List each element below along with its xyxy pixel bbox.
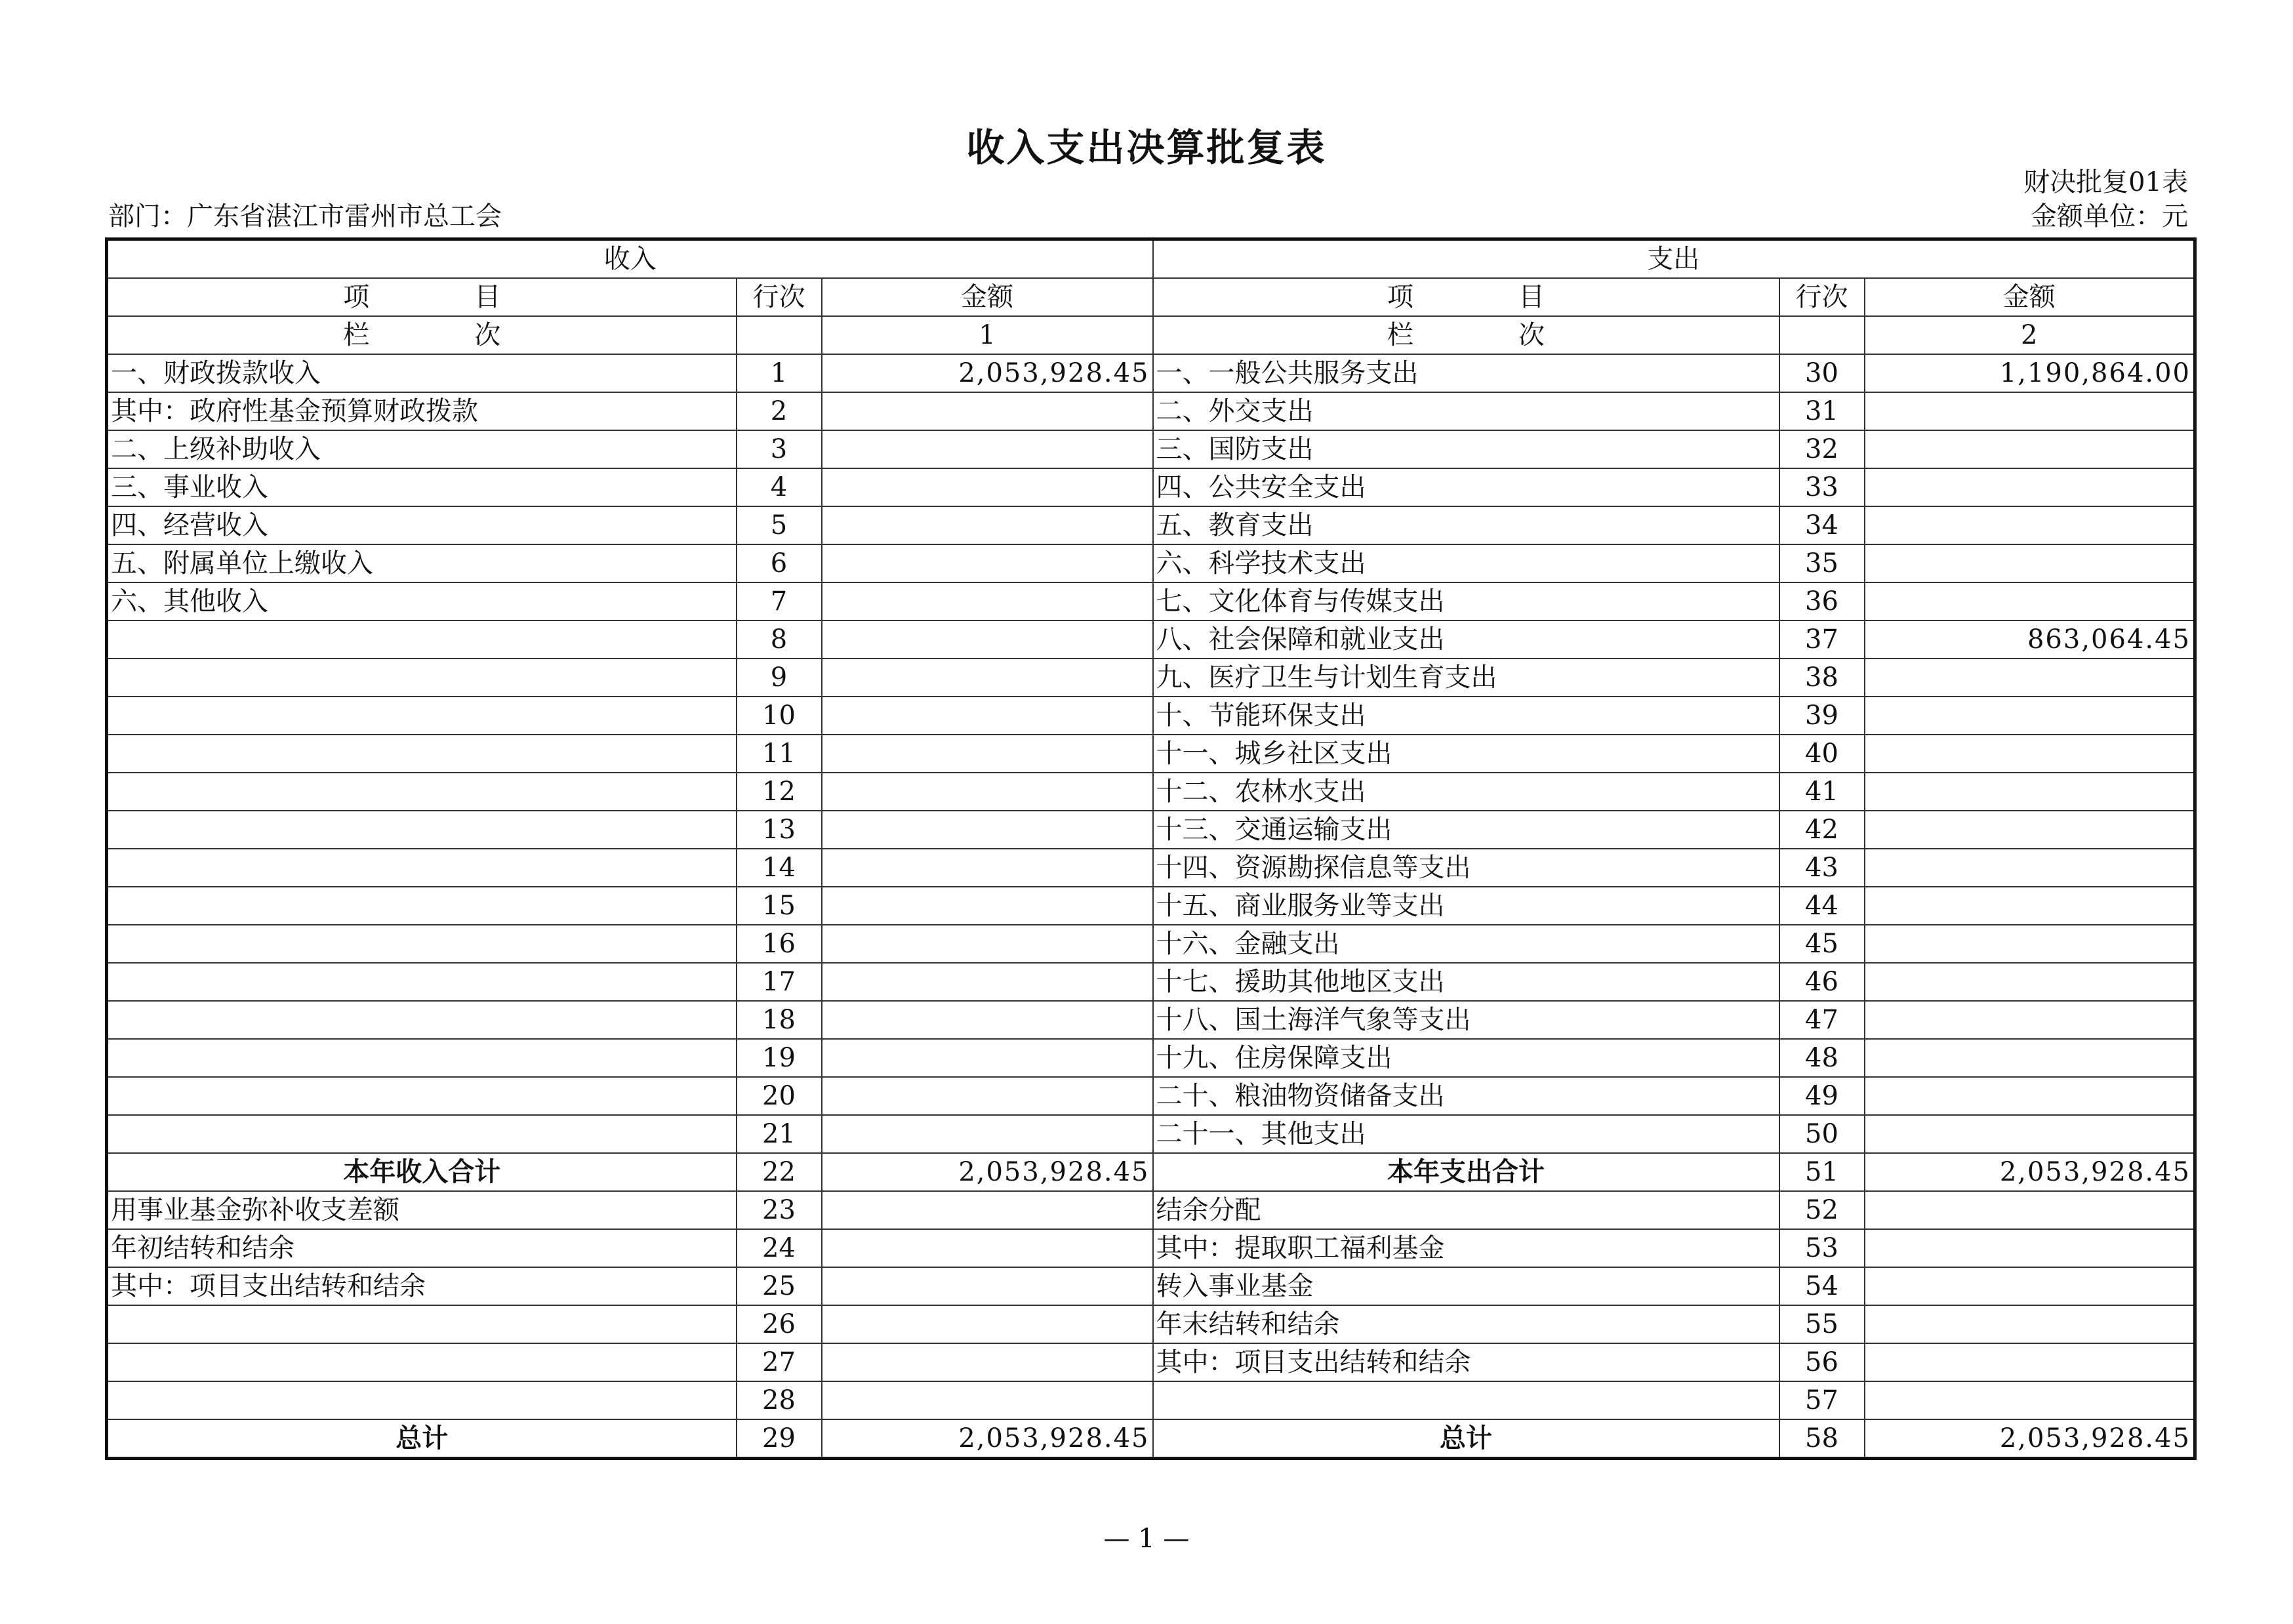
income-row-no-cell: 8: [737, 620, 822, 659]
table-row: [107, 392, 2195, 430]
table-row: [107, 468, 2195, 506]
income-item-cell: [107, 1381, 737, 1419]
amount-unit-label: 金额单位：元: [2031, 201, 2188, 232]
income-row-no-cell: 19: [737, 1039, 822, 1077]
expense-item-cell: 十八、国土海洋气象等支出: [1153, 1001, 1779, 1039]
expense-amount-cell: [1865, 392, 2195, 430]
table-row: [107, 1419, 2195, 1459]
income-amount-cell: [822, 1229, 1153, 1267]
income-column-number: 1: [822, 316, 1153, 354]
expense-amount-cell: [1865, 1343, 2195, 1381]
expense-row-no-cell: 48: [1779, 1039, 1865, 1077]
expense-section-header: 支出: [1153, 239, 2195, 279]
expense-amount-cell: [1865, 735, 2195, 773]
income-amount-cell: [822, 582, 1153, 620]
income-item-cell: [107, 811, 737, 849]
table-row: [107, 1343, 2195, 1381]
income-row-no-cell: 18: [737, 1001, 822, 1039]
income-amount-cell: [822, 659, 1153, 697]
expense-item-cell: 六、科学技术支出: [1153, 544, 1779, 582]
expense-row-no-cell: 54: [1779, 1267, 1865, 1305]
income-item-header: 项 目: [107, 278, 737, 316]
section-header-row: [107, 239, 2195, 279]
income-row-no-cell: 2: [737, 392, 822, 430]
expense-amount-cell: [1865, 430, 2195, 468]
expense-row-no-cell: 49: [1779, 1077, 1865, 1115]
income-amount-header: 金额: [822, 278, 1153, 316]
expense-column-number: 2: [1865, 316, 2195, 354]
expense-row-no-cell: 36: [1779, 582, 1865, 620]
expense-amount-cell: [1865, 468, 2195, 506]
table-row: [107, 1305, 2195, 1343]
income-amount-cell: 2,053,928.45: [822, 354, 1153, 392]
expense-row-no-cell: 45: [1779, 925, 1865, 963]
expense-row-no-cell: 43: [1779, 849, 1865, 887]
income-item-cell: [107, 620, 737, 659]
expense-item-cell: 二十、粮油物资储备支出: [1153, 1077, 1779, 1115]
income-amount-cell: [822, 1343, 1153, 1381]
department-label: 部门：广东省湛江市雷州市总工会: [108, 201, 502, 232]
income-item-cell: [107, 735, 737, 773]
income-row-no-cell: 9: [737, 659, 822, 697]
table-row: [107, 963, 2195, 1001]
income-item-cell: [107, 925, 737, 963]
expense-item-cell: 二十一、其他支出: [1153, 1115, 1779, 1153]
income-amount-cell: [822, 1115, 1153, 1153]
expense-amount-cell: [1865, 544, 2195, 582]
income-row-no-cell: 15: [737, 887, 822, 925]
income-row-no-cell: 27: [737, 1343, 822, 1381]
expense-item-cell: 十九、住房保障支出: [1153, 1039, 1779, 1077]
income-row-no-cell: 16: [737, 925, 822, 963]
expense-item-cell: 十五、商业服务业等支出: [1153, 887, 1779, 925]
income-amount-cell: [822, 1077, 1153, 1115]
expense-row-no-cell: 38: [1779, 659, 1865, 697]
expense-amount-cell: [1865, 506, 2195, 544]
income-row-no-cell: 3: [737, 430, 822, 468]
expense-item-cell: 其中：提取职工福利基金: [1153, 1229, 1779, 1267]
income-expense-table: [105, 237, 2197, 1460]
income-item-cell: [107, 1343, 737, 1381]
expense-item-cell: 二、外交支出: [1153, 392, 1779, 430]
expense-item-cell: 十七、援助其他地区支出: [1153, 963, 1779, 1001]
income-amount-cell: [822, 544, 1153, 582]
expense-row-no-cell: 30: [1779, 354, 1865, 392]
income-column-label: 栏 次: [107, 316, 737, 354]
expense-row-no-cell: 57: [1779, 1381, 1865, 1419]
income-row-no-cell: 4: [737, 468, 822, 506]
table-row: [107, 659, 2195, 697]
expense-row-no-cell: 37: [1779, 620, 1865, 659]
expense-amount-cell: [1865, 582, 2195, 620]
table-row: [107, 925, 2195, 963]
table-row: [107, 620, 2195, 659]
expense-row-no-cell: 35: [1779, 544, 1865, 582]
income-row-no-cell: 17: [737, 963, 822, 1001]
expense-row-no-cell: 50: [1779, 1115, 1865, 1153]
income-item-cell: [107, 887, 737, 925]
expense-item-cell: 十六、金融支出: [1153, 925, 1779, 963]
table-row: [107, 773, 2195, 811]
expense-row-no-cell: 53: [1779, 1229, 1865, 1267]
table-row: [107, 430, 2195, 468]
expense-amount-cell: [1865, 1267, 2195, 1305]
expense-amount-cell: [1865, 1305, 2195, 1343]
table-row: [107, 1191, 2195, 1229]
income-item-cell: 其中：项目支出结转和结余: [107, 1267, 737, 1305]
table-row: [107, 1267, 2195, 1305]
income-item-cell: 一、财政拨款收入: [107, 354, 737, 392]
income-item-cell: 三、事业收入: [107, 468, 737, 506]
income-item-cell: 本年收入合计: [107, 1153, 737, 1191]
expense-amount-cell: [1865, 659, 2195, 697]
income-amount-cell: 2,053,928.45: [822, 1419, 1153, 1459]
expense-item-cell: 三、国防支出: [1153, 430, 1779, 468]
expense-item-cell: 其中：项目支出结转和结余: [1153, 1343, 1779, 1381]
income-item-cell: [107, 849, 737, 887]
expense-row-no-cell: 46: [1779, 963, 1865, 1001]
table-row: [107, 735, 2195, 773]
income-item-cell: 四、经营收入: [107, 506, 737, 544]
column-number-row: [107, 316, 2195, 354]
income-amount-cell: [822, 1381, 1153, 1419]
expense-item-cell: 七、文化体育与传媒支出: [1153, 582, 1779, 620]
income-item-cell: 其中：政府性基金预算财政拨款: [107, 392, 737, 430]
income-row-no-cell: 13: [737, 811, 822, 849]
expense-amount-cell: [1865, 1077, 2195, 1115]
income-row-no-cell: 11: [737, 735, 822, 773]
expense-amount-cell: 2,053,928.45: [1865, 1153, 2195, 1191]
table-row: [107, 811, 2195, 849]
table-row: [107, 506, 2195, 544]
table-row: [107, 1077, 2195, 1115]
income-item-cell: 二、上级补助收入: [107, 430, 737, 468]
income-amount-cell: [822, 1267, 1153, 1305]
income-amount-cell: [822, 620, 1153, 659]
income-amount-cell: [822, 887, 1153, 925]
income-item-cell: 总计: [107, 1419, 737, 1459]
income-item-cell: 五、附属单位上缴收入: [107, 544, 737, 582]
income-item-cell: 用事业基金弥补收支差额: [107, 1191, 737, 1229]
income-row-no-cell: 7: [737, 582, 822, 620]
expense-amount-cell: 2,053,928.45: [1865, 1419, 2195, 1459]
expense-row-no-header: 行次: [1779, 278, 1865, 316]
income-amount-cell: [822, 925, 1153, 963]
income-row-no-cell: 1: [737, 354, 822, 392]
expense-row-no-cell: 47: [1779, 1001, 1865, 1039]
expense-row-no-cell: 31: [1779, 392, 1865, 430]
expense-item-cell: 十二、农林水支出: [1153, 773, 1779, 811]
expense-row-no-cell: 56: [1779, 1343, 1865, 1381]
page-title: 收入支出决算批复表: [966, 125, 1327, 170]
page-number: — 1 —: [1103, 1524, 1190, 1554]
income-amount-cell: [822, 773, 1153, 811]
expense-amount-cell: [1865, 773, 2195, 811]
expense-amount-cell: [1865, 1039, 2195, 1077]
income-amount-cell: [822, 697, 1153, 735]
income-amount-cell: [822, 811, 1153, 849]
expense-row-no-cell: 32: [1779, 430, 1865, 468]
expense-item-cell: 年末结转和结余: [1153, 1305, 1779, 1343]
income-amount-cell: [822, 1039, 1153, 1077]
income-item-cell: [107, 1305, 737, 1343]
income-row-no-cell: 20: [737, 1077, 822, 1115]
expense-item-cell: 八、社会保障和就业支出: [1153, 620, 1779, 659]
income-row-no-cell: 12: [737, 773, 822, 811]
expense-row-no-cell: 58: [1779, 1419, 1865, 1459]
expense-item-cell: 十、节能环保支出: [1153, 697, 1779, 735]
income-amount-cell: [822, 468, 1153, 506]
table-row: [107, 1115, 2195, 1153]
form-code: 财决批复01表: [2023, 167, 2188, 197]
expense-amount-cell: [1865, 963, 2195, 1001]
expense-item-cell: 转入事业基金: [1153, 1267, 1779, 1305]
income-row-no-cell: 10: [737, 697, 822, 735]
income-amount-cell: [822, 392, 1153, 430]
income-amount-cell: 2,053,928.45: [822, 1153, 1153, 1191]
table-row: [107, 887, 2195, 925]
income-item-cell: 年初结转和结余: [107, 1229, 737, 1267]
expense-item-cell: 十一、城乡社区支出: [1153, 735, 1779, 773]
income-row-no-cell: 28: [737, 1381, 822, 1419]
income-item-cell: 六、其他收入: [107, 582, 737, 620]
table-row: [107, 1229, 2195, 1267]
income-item-cell: [107, 1001, 737, 1039]
income-row-no-cell: 24: [737, 1229, 822, 1267]
expense-amount-cell: [1865, 1229, 2195, 1267]
table-row: [107, 354, 2195, 392]
income-row-no-cell: 23: [737, 1191, 822, 1229]
expense-amount-cell: [1865, 849, 2195, 887]
expense-amount-cell: 863,064.45: [1865, 620, 2195, 659]
expense-amount-cell: [1865, 887, 2195, 925]
income-row-no-header: 行次: [737, 278, 822, 316]
income-section-header: 收入: [107, 239, 1153, 279]
table-row: [107, 1039, 2195, 1077]
expense-row-no-cell: 34: [1779, 506, 1865, 544]
expense-amount-cell: [1865, 1191, 2195, 1229]
expense-row-no-cell: 41: [1779, 773, 1865, 811]
expense-item-header: 项 目: [1153, 278, 1779, 316]
table-row: [107, 544, 2195, 582]
income-item-cell: [107, 659, 737, 697]
expense-item-cell: 十四、资源勘探信息等支出: [1153, 849, 1779, 887]
income-amount-cell: [822, 506, 1153, 544]
income-amount-cell: [822, 1305, 1153, 1343]
expense-item-cell: 总计: [1153, 1419, 1779, 1459]
table-row: [107, 582, 2195, 620]
expense-row-no-cell: 40: [1779, 735, 1865, 773]
table-row: [107, 697, 2195, 735]
income-row-no-cell: 5: [737, 506, 822, 544]
table-row: [107, 1153, 2195, 1191]
income-item-cell: [107, 773, 737, 811]
income-amount-cell: [822, 849, 1153, 887]
income-amount-cell: [822, 430, 1153, 468]
income-column-blank: [737, 316, 822, 354]
income-row-no-cell: 21: [737, 1115, 822, 1153]
income-row-no-cell: 22: [737, 1153, 822, 1191]
expense-item-cell: 十三、交通运输支出: [1153, 811, 1779, 849]
expense-column-label: 栏 次: [1153, 316, 1779, 354]
expense-amount-cell: 1,190,864.00: [1865, 354, 2195, 392]
expense-item-cell: 一、一般公共服务支出: [1153, 354, 1779, 392]
expense-item-cell: 本年支出合计: [1153, 1153, 1779, 1191]
expense-amount-cell: [1865, 1001, 2195, 1039]
expense-row-no-cell: 42: [1779, 811, 1865, 849]
expense-row-no-cell: 39: [1779, 697, 1865, 735]
income-row-no-cell: 26: [737, 1305, 822, 1343]
income-amount-cell: [822, 1001, 1153, 1039]
expense-item-cell: 九、医疗卫生与计划生育支出: [1153, 659, 1779, 697]
table-row: [107, 1001, 2195, 1039]
income-row-no-cell: 29: [737, 1419, 822, 1459]
income-row-no-cell: 14: [737, 849, 822, 887]
expense-amount-cell: [1865, 1115, 2195, 1153]
income-item-cell: [107, 1039, 737, 1077]
income-row-no-cell: 25: [737, 1267, 822, 1305]
income-row-no-cell: 6: [737, 544, 822, 582]
expense-item-cell: 四、公共安全支出: [1153, 468, 1779, 506]
income-item-cell: [107, 697, 737, 735]
expense-amount-cell: [1865, 1381, 2195, 1419]
expense-item-cell: [1153, 1381, 1779, 1419]
table-row: [107, 849, 2195, 887]
expense-item-cell: 五、教育支出: [1153, 506, 1779, 544]
table-row: [107, 1381, 2195, 1419]
expense-row-no-cell: 44: [1779, 887, 1865, 925]
expense-column-blank: [1779, 316, 1865, 354]
expense-row-no-cell: 51: [1779, 1153, 1865, 1191]
expense-row-no-cell: 52: [1779, 1191, 1865, 1229]
income-amount-cell: [822, 735, 1153, 773]
income-item-cell: [107, 1115, 737, 1153]
expense-amount-cell: [1865, 811, 2195, 849]
expense-amount-cell: [1865, 697, 2195, 735]
column-header-row: [107, 278, 2195, 316]
income-item-cell: [107, 1077, 737, 1115]
income-item-cell: [107, 963, 737, 1001]
expense-row-no-cell: 33: [1779, 468, 1865, 506]
income-amount-cell: [822, 1191, 1153, 1229]
income-amount-cell: [822, 963, 1153, 1001]
expense-amount-cell: [1865, 925, 2195, 963]
expense-item-cell: 结余分配: [1153, 1191, 1779, 1229]
expense-row-no-cell: 55: [1779, 1305, 1865, 1343]
expense-amount-header: 金额: [1865, 278, 2195, 316]
